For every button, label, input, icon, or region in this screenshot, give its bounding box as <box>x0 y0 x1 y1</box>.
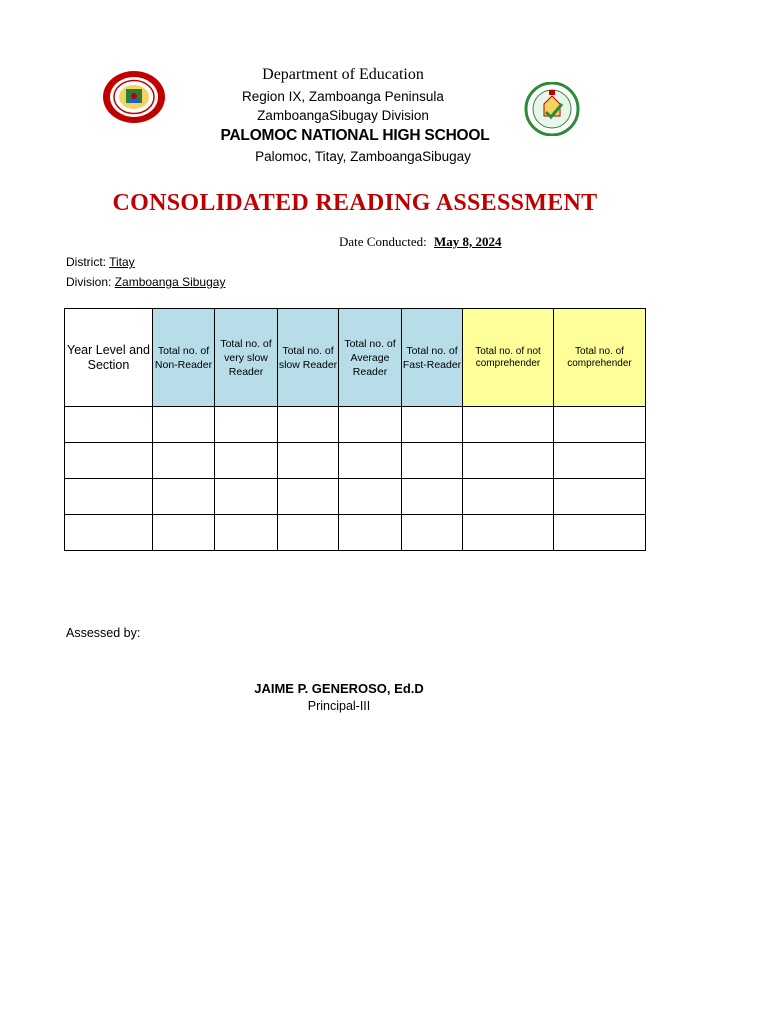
table-cell[interactable] <box>65 443 153 479</box>
header-not-comprehender: Total no. of not comprehender <box>463 309 554 407</box>
table-cell[interactable] <box>463 479 554 515</box>
assessed-by-label: Assessed by: <box>66 626 141 640</box>
division-value: Zamboanga Sibugay <box>114 275 226 289</box>
table-cell[interactable] <box>153 407 215 443</box>
table-cell[interactable] <box>463 407 554 443</box>
table-cell[interactable] <box>278 407 339 443</box>
header-very-slow-reader: Total no. of very slow Reader <box>215 309 278 407</box>
assessment-table <box>64 308 646 551</box>
district-field <box>66 255 135 269</box>
date-value: May 8, 2024 <box>433 234 502 249</box>
signer-name: JAIME P. GENEROSO, Ed.D <box>254 681 424 696</box>
header-slow-reader: Total no. of slow Reader <box>278 309 339 407</box>
header-comprehender: Total no. of comprehender <box>554 309 646 407</box>
table-cell[interactable] <box>339 515 402 551</box>
table-cell[interactable] <box>402 407 463 443</box>
table-cell[interactable] <box>554 479 646 515</box>
table-cell[interactable] <box>554 443 646 479</box>
table-cell[interactable] <box>278 443 339 479</box>
page-title: CONSOLIDATED READING ASSESSMENT <box>112 190 598 216</box>
table-cell[interactable] <box>554 407 646 443</box>
table-cell[interactable] <box>153 515 215 551</box>
division-field <box>66 275 225 289</box>
table-cell[interactable] <box>463 515 554 551</box>
table-cell[interactable] <box>65 515 153 551</box>
table-cell[interactable] <box>215 479 278 515</box>
table-cell[interactable] <box>153 443 215 479</box>
table-cell[interactable] <box>278 515 339 551</box>
table-row <box>65 407 646 443</box>
table-cell[interactable] <box>215 407 278 443</box>
table-cell[interactable] <box>339 479 402 515</box>
division-line: ZamboangaSibugay Division <box>257 108 429 123</box>
table-cell[interactable] <box>402 515 463 551</box>
table-cell[interactable] <box>215 515 278 551</box>
department-title: Department of Education <box>262 66 424 83</box>
table-cell[interactable] <box>153 479 215 515</box>
table-row <box>65 479 646 515</box>
district-label: District: <box>66 255 106 269</box>
table-row <box>65 443 646 479</box>
header-average-reader: Total no. of Average Reader <box>339 309 402 407</box>
table-row <box>65 515 646 551</box>
table-cell[interactable] <box>65 407 153 443</box>
date-conducted <box>339 234 502 250</box>
header-year-level-section: Year Level and Section <box>65 309 153 407</box>
signer-position: Principal-III <box>307 699 371 713</box>
region-line: Region IX, Zamboanga Peninsula <box>242 89 444 104</box>
table-cell[interactable] <box>402 443 463 479</box>
table-cell[interactable] <box>278 479 339 515</box>
table-cell[interactable] <box>215 443 278 479</box>
table-cell[interactable] <box>463 443 554 479</box>
header-non-reader: Total no. of Non-Reader <box>153 309 215 407</box>
table-header-row <box>65 309 646 407</box>
school-seal-icon <box>102 69 166 125</box>
table-cell[interactable] <box>402 479 463 515</box>
district-value: Titay <box>109 255 135 269</box>
school-name: PALOMOC NATIONAL HIGH SCHOOL <box>220 127 490 144</box>
school-address: Palomoc, Titay, ZamboangaSibugay <box>255 149 471 164</box>
table-cell[interactable] <box>65 479 153 515</box>
table-cell[interactable] <box>339 443 402 479</box>
deped-seal-icon <box>522 82 582 136</box>
date-label: Date Conducted: <box>339 234 427 249</box>
division-label: Division: <box>66 275 112 289</box>
table-cell[interactable] <box>554 515 646 551</box>
header-fast-reader: Total no. of Fast-Reader <box>402 309 463 407</box>
table-cell[interactable] <box>339 407 402 443</box>
